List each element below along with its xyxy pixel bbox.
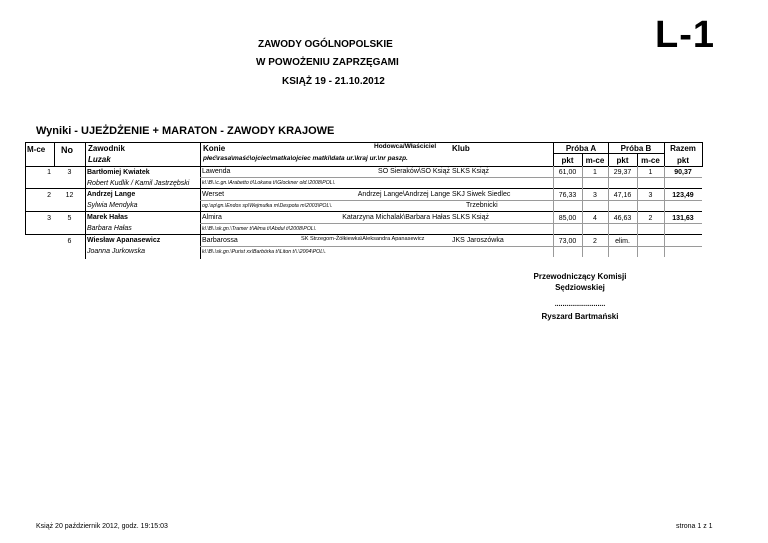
header-a-pkt: pkt bbox=[561, 156, 574, 165]
row-pedigree: kl.\B\.\sk.gn.\Purist xx\Barbórka t/\Liton t/\.\2004\POL\. bbox=[202, 249, 326, 255]
row-club: SLKS Książ bbox=[452, 168, 489, 175]
row-a-mce: 1 bbox=[593, 169, 597, 176]
event-title: ZAWODY OGÓLNOPOLSKIE bbox=[258, 39, 393, 50]
signature-title-line1: Przewodniczący Komisji bbox=[533, 272, 627, 281]
row-pedigree: kl.\B\.\sk.gn.\Tramer t/\Alma t/\Abdul t/\2008\POL\. bbox=[202, 226, 317, 232]
row-b-pkt: 47,16 bbox=[613, 192, 632, 199]
row-b-pkt: elim. bbox=[615, 238, 630, 245]
row-a-mce: 2 bbox=[593, 238, 597, 245]
row-groom: Barbara Hałas bbox=[87, 225, 132, 232]
row-breeder: Katarzyna Michalak\Barbara Hałas bbox=[342, 214, 450, 221]
row-b-pkt: 29,37 bbox=[613, 169, 632, 176]
row-inner-line bbox=[200, 200, 702, 201]
row-club-line2: Trzebnicki bbox=[466, 202, 498, 209]
results-title: Wyniki - UJEŻDŻENIE + MARATON - ZAWODY KRAJOWE bbox=[36, 125, 335, 137]
header-club: Klub bbox=[452, 144, 470, 153]
row-no: 5 bbox=[67, 215, 72, 222]
header-b-mce: m-ce bbox=[641, 156, 660, 165]
table-header-bottom-border bbox=[25, 166, 702, 167]
row-club: JKS Jaroszówka bbox=[452, 237, 504, 244]
row-place: 1 bbox=[47, 169, 51, 176]
row-separator bbox=[25, 188, 702, 189]
signature-title-line2: Sędziowskiej bbox=[555, 283, 605, 292]
header-horses-sub: płeć\rasa\maść\ojciec\matka\ojciec matki\data ur.\kraj ur.\nr paszp. bbox=[203, 155, 408, 162]
row-groom: Sylwia Mendyka bbox=[87, 202, 138, 209]
row-breeder: SK Strzegom-Żółkiewka\Aleksandra Apanasewicz bbox=[301, 236, 425, 242]
header-total-pkt: pkt bbox=[677, 156, 689, 165]
row-driver: Andrzej Lange bbox=[87, 191, 136, 198]
header-trial-b: Próba B bbox=[620, 144, 652, 153]
row-pedigree: kl.\B\.\c.gn.\Arabetto t/\Lokana t/\Glockner old.\2008\POL\. bbox=[202, 180, 336, 186]
col-divider bbox=[25, 142, 26, 167]
header-total: Razem bbox=[670, 144, 696, 153]
row-a-pkt: 73,00 bbox=[558, 238, 577, 245]
col-divider bbox=[54, 142, 55, 167]
row-breeder: Andrzej Lange\Andrzej Lange bbox=[357, 191, 450, 198]
row-separator bbox=[25, 234, 702, 235]
row-total: 131,63 bbox=[672, 215, 694, 222]
footer-timestamp: Książ 20 październik 2012, godz. 19:15:03 bbox=[36, 523, 168, 530]
row-b-mce: 2 bbox=[648, 215, 653, 222]
row-breeder: SO Sieraków\SO Książ bbox=[378, 168, 450, 175]
row-driver: Bartłomiej Kwiatek bbox=[87, 169, 150, 176]
row-horse: Barbarossa bbox=[202, 237, 238, 244]
header-breeder: Hodowca/Właściciel bbox=[374, 143, 437, 150]
row-inner-line bbox=[200, 223, 702, 224]
row-separator bbox=[25, 211, 702, 212]
col-divider bbox=[85, 142, 86, 259]
row-a-pkt: 85,00 bbox=[558, 215, 577, 222]
row-pedigree: og.\sp\gn.\Endos sp\Wejmutka m\Despota m\2003\POL\. bbox=[202, 203, 333, 209]
row-no: 12 bbox=[65, 192, 74, 199]
row-place: 3 bbox=[47, 215, 51, 222]
row-club: SLKS Książ bbox=[452, 214, 489, 221]
row-total: 90,37 bbox=[674, 169, 692, 176]
header-horses: Konie bbox=[203, 144, 226, 153]
row-place: 2 bbox=[47, 192, 51, 199]
header-a-mce: m-ce bbox=[585, 156, 605, 165]
row-no: 6 bbox=[67, 238, 72, 245]
row-horse: Werset bbox=[202, 191, 225, 198]
row-groom: Robert Kudlik / Kamil Jastrzębski bbox=[87, 180, 190, 187]
row-b-pkt: 46,63 bbox=[613, 215, 632, 222]
row-a-mce: 3 bbox=[593, 192, 597, 199]
row-driver: Wiesław Apanasewicz bbox=[87, 237, 161, 244]
row-b-mce: 1 bbox=[648, 169, 653, 176]
row-inner-divider bbox=[664, 166, 665, 257]
row-horse: Almira bbox=[202, 214, 222, 221]
header-groom: Luzak bbox=[88, 155, 111, 164]
header-trial-a: Próba A bbox=[565, 144, 597, 153]
row-left-border bbox=[25, 166, 26, 234]
row-driver: Marek Hałas bbox=[87, 214, 128, 221]
col-divider bbox=[702, 142, 703, 167]
header-no: No bbox=[61, 145, 73, 155]
table-top-border bbox=[25, 142, 702, 143]
header-place: M-ce bbox=[27, 145, 46, 154]
row-inner-divider bbox=[637, 166, 638, 257]
row-no: 3 bbox=[67, 169, 72, 176]
row-inner-line bbox=[200, 177, 702, 178]
row-horse: Lawenda bbox=[202, 168, 231, 175]
header-b-pkt: pkt bbox=[616, 156, 629, 165]
event-subtitle: W POWOŻENIU ZAPRZĘGAMI bbox=[256, 57, 399, 68]
row-groom: Joanna Jurkowska bbox=[87, 248, 145, 255]
row-a-pkt: 76,33 bbox=[558, 192, 577, 199]
row-a-pkt: 61,00 bbox=[558, 169, 577, 176]
signature-name: Ryszard Bartmański bbox=[541, 312, 619, 321]
header-driver: Zawodnik bbox=[88, 144, 125, 153]
row-inner-line bbox=[200, 246, 702, 247]
row-a-mce: 4 bbox=[593, 215, 597, 222]
row-total: 123,49 bbox=[672, 192, 694, 199]
footer-page-number: strona 1 z 1 bbox=[676, 523, 713, 530]
list-badge: L-1 bbox=[655, 14, 715, 56]
event-dates: KSIĄŻ 19 - 21.10.2012 bbox=[282, 76, 385, 87]
signature-line: .......................... bbox=[554, 301, 606, 308]
row-club: SKJ Siwek Siedlec bbox=[452, 191, 511, 198]
row-b-mce: 3 bbox=[648, 192, 653, 199]
